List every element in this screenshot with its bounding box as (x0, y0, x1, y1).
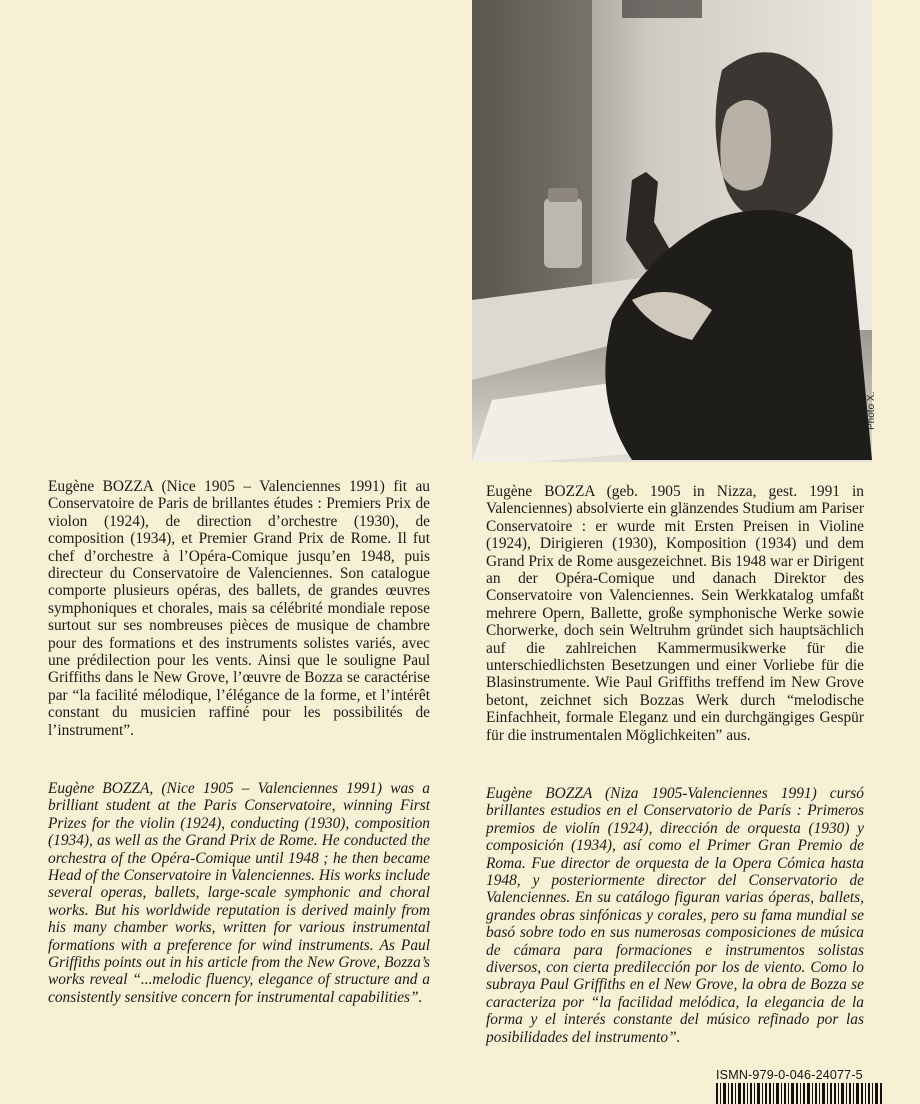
spanish-biography (486, 785, 864, 1046)
portrait-illustration (472, 0, 872, 462)
ismn-number: ISMN-979-0-046-24077-5 (716, 1068, 863, 1082)
spanish-text: Eugène BOZZA (Niza 1905-Valenciennes 1991) cursó brillantes estudios en el Conservatorio de París : Primeros premios de violín (1924), dirección de orquesta (1930) y composición (1934), así como el Primer Gran Premio de Roma. Fue director de orquesta de la Opera Cómica hasta 1948, y posteriormente director del Conservatorio de Valenciennes. En su catálogo figuran varias óperas, ballets, grandes obras sinfónicas y corales, pero su fama mundial se basó sobre todo en sus numerosas composiciones de música de cámara para formaciones e instrumentos solistas diversos, con cierta predilección por los de viento. Como lo subraya Paul Griffiths en el New Grove, la obra de Bozza se caracteriza por “la facilidad melódica, la elegancia de la forma y el interés constante del músico refinado por las posibilidades del instrumento”. (486, 785, 864, 1046)
english-biography (48, 780, 430, 1006)
german-text: Eugène BOZZA (geb. 1905 in Nizza, gest. 1991 in Valenciennes) absolvierte ein glänzendes Studium am Pariser Conservatoire : er wurde mit Ersten Preisen in Violine (1924), Dirigieren (1930), Komposition (1934) und dem Grand Prix de Rome ausgezeichnet. Bis 1948 war er Dirigent an der Opéra-Comique und danach Direktor des Conservatoire von Valenciennes. Sein Werkkatalog umfaßt mehrere Opern, Ballette, große symphonische Werke sowie Chorwerke, doch sein Weltruhm gründet sich hauptsächlich auf die zahlreichen Kammermusikwerke für die unterschiedlichsten Besetzungen und einer Vorliebe für die Blasinstrumente. Wie Paul Griffiths treffend im New Grove betont, zeichnet sich Bozzas Werk durch “melodische Einfachheit, formale Eleganz und ein durchgängiges Gespür für die instrumentalen Möglichkeiten” aus. (486, 483, 864, 744)
german-biography (486, 483, 864, 744)
photo-credit: Photo X. (866, 391, 877, 430)
french-biography (48, 478, 430, 739)
french-text: Eugène BOZZA (Nice 1905 – Valenciennes 1991) fit au Conservatoire de Paris de brillantes études : Premiers Prix de violon (1924), de direction d’orchestre (1930), de composition (1934), et Premier Grand Prix de Rome. Il fut chef d’orchestre à l’Opéra-Comique jusqu’en 1948, puis directeur du Conservatoire de Valenciennes. Son catalogue comporte plusieurs opéras, des ballets, de grandes œuvres symphoniques et chorales, mais sa célébrité mondiale repose surtout sur ses nombreuses pièces de musique de chambre pour des formations et des instruments solistes variés, avec une prédilection pour les vents. Ainsi que le souligne Paul Griffiths dans le New Grove, l’œuvre de Bozza se caractérise par “la facilité mélodique, l’élégance de la forme, et l’intérêt constant du musicien raffiné pour les possibilités de l’instrument”. (48, 478, 430, 739)
english-text: Eugène BOZZA, (Nice 1905 – Valenciennes 1991) was a brilliant student at the Paris Conservatoire, winning First Prizes for the violin (1924), conducting (1930), composition (1934), as well as the Grand Prix de Rome. He conducted the orchestra of the Opéra-Comique until 1948 ; he then became Head of the Conservatoire in Valenciennes. His works include several operas, ballets, large-scale symphonic and choral works. But his worldwide reputation is derived mainly from his many chamber works, written for various instrumental formations with a preference for wind instruments. As Paul Griffiths points out in his article from the New Grove, Bozza’s works reveal “...melodic fluency, elegance of structure and a consistently sensitive concern for instrumental capabilities”. (48, 780, 430, 1006)
composer-portrait-photo (472, 0, 872, 462)
barcode-icon (716, 1083, 884, 1104)
